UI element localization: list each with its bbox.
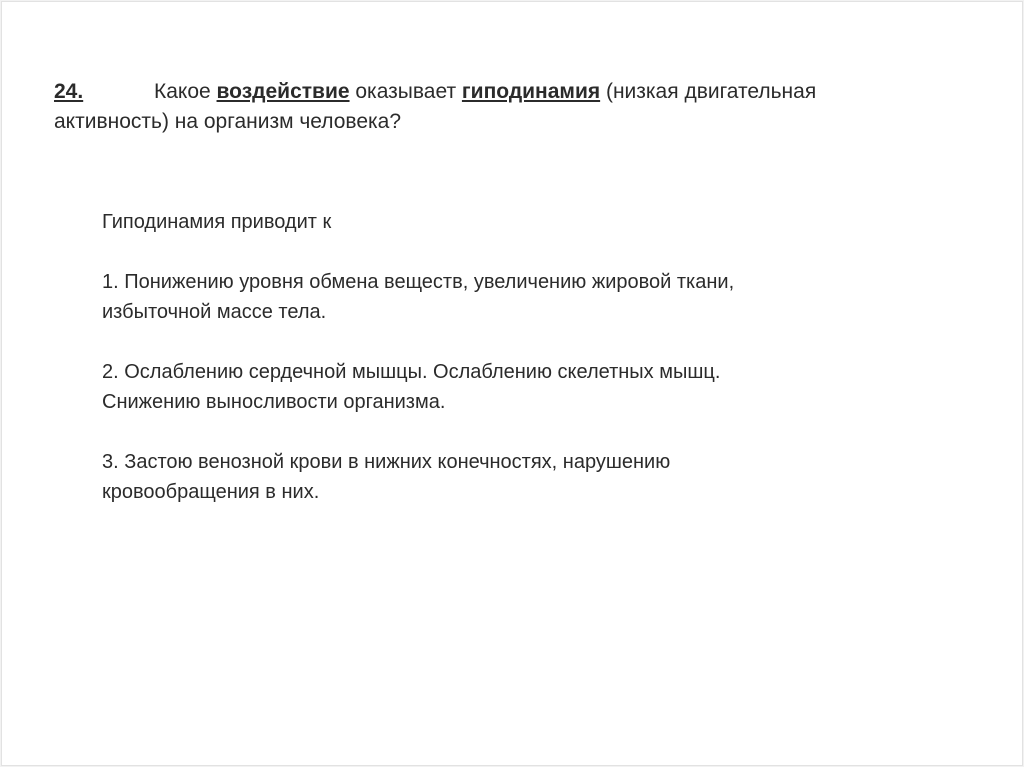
answer-item-3-line-2: кровообращения в них. (102, 481, 320, 503)
answer-item-1-line-2: избыточной массе тела. (102, 301, 327, 323)
answer-intro: Гиподинамия приводит к (102, 211, 332, 233)
spacer (102, 327, 922, 357)
question-text-part: оказывает (349, 80, 462, 103)
question-keyword-hypodynamia: гиподинамия (461, 80, 601, 103)
answer-item-2-line-1: 2. Ослаблению сердечной мышцы. Ослаблению скелетных мышц. (102, 361, 721, 383)
question-text-part: (низкая двигательная активность) на организм человека? (54, 80, 817, 133)
spacer (102, 237, 922, 267)
answer-item-3-line-1: 3. Застою венозной крови в нижних конечностях, нарушению (102, 451, 671, 473)
answer-item-2-line-2: Снижению выносливости организма. (102, 391, 446, 413)
slide (1, 1, 1023, 766)
spacer (102, 417, 922, 447)
answer (102, 207, 922, 507)
question-number: 24. (54, 80, 84, 103)
question-text-part: Какое (154, 80, 217, 103)
answer-item-1-line-1: 1. Понижению уровня обмена веществ, увеличению жировой ткани, (102, 271, 735, 293)
question (54, 77, 934, 137)
question-keyword-effect: воздействие (216, 80, 350, 103)
